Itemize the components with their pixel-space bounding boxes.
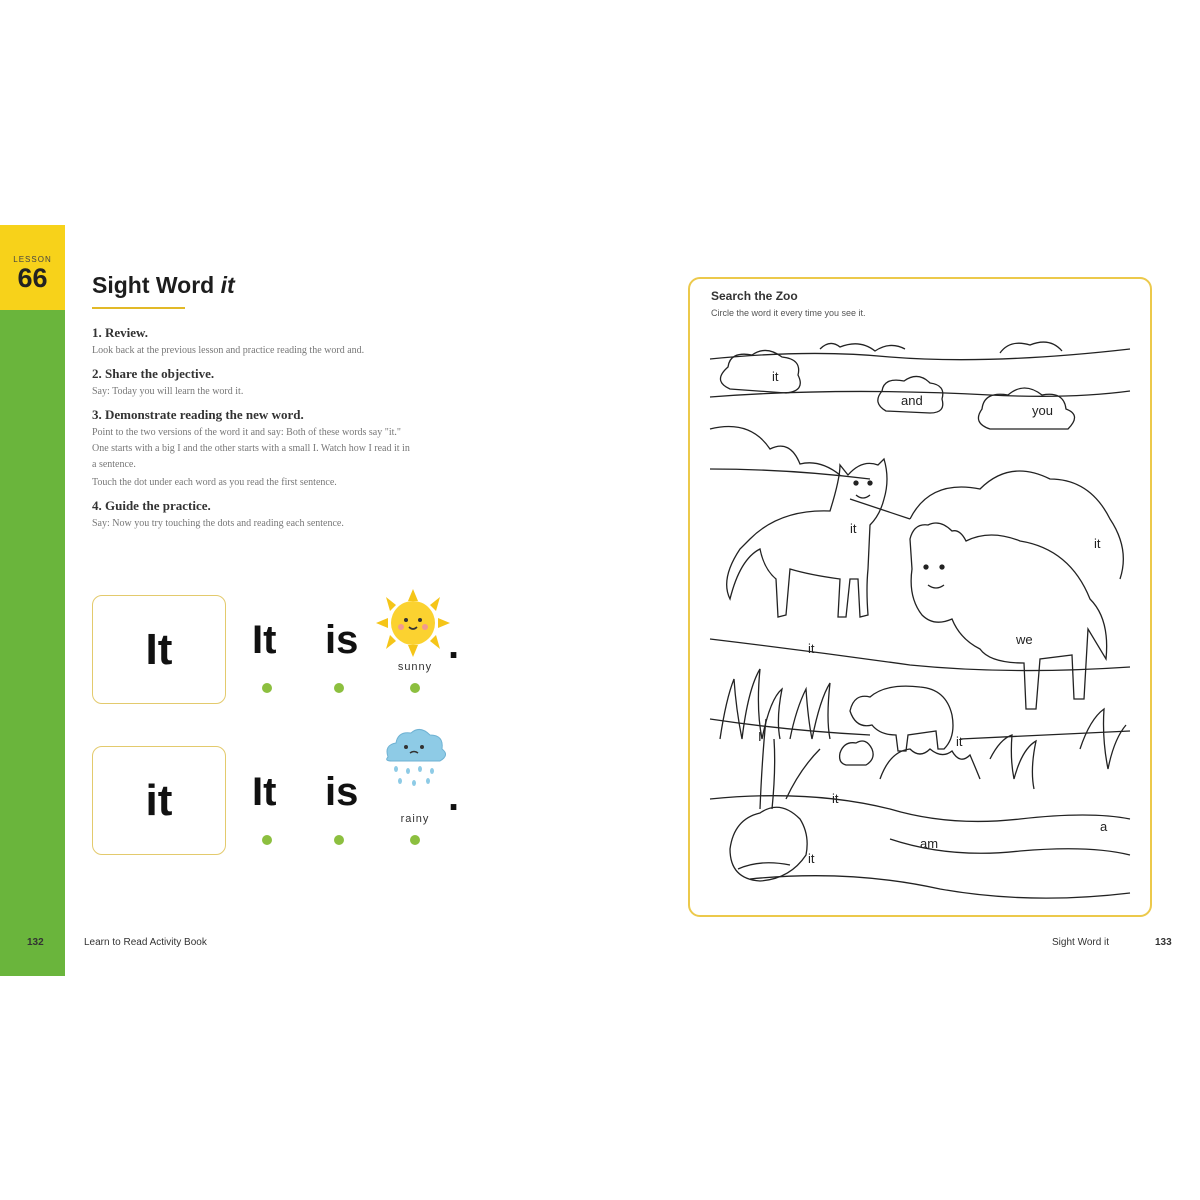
zoo-word: it bbox=[772, 369, 779, 384]
grass-cluster bbox=[990, 735, 1036, 789]
touch-dot[interactable] bbox=[262, 683, 272, 693]
step-body: Say: Now you try touching the dots and reading each sentence. bbox=[92, 518, 344, 529]
step-body-2: Touch the dot under each word as you read the first sentence. bbox=[92, 477, 337, 488]
grass-cluster bbox=[880, 749, 980, 779]
step-heading: 2. Share the objective. bbox=[92, 366, 215, 381]
zoo-coloring-scene bbox=[690, 279, 1150, 915]
picture-label: sunny bbox=[397, 661, 433, 673]
left-margin-strip bbox=[0, 225, 65, 976]
zoo-word: it bbox=[1094, 536, 1101, 551]
rock-outline bbox=[730, 807, 807, 881]
cloud-shape bbox=[978, 388, 1074, 429]
touch-dot[interactable] bbox=[334, 683, 344, 693]
left-running-title: Learn to Read Activity Book bbox=[84, 937, 207, 948]
zoo-word: and bbox=[901, 393, 923, 408]
step-guide bbox=[92, 498, 412, 532]
right-running-title: Sight Word it bbox=[1052, 937, 1110, 948]
grass-cluster bbox=[790, 683, 830, 739]
instruction-steps bbox=[92, 325, 412, 539]
touch-dot[interactable] bbox=[410, 683, 420, 693]
zoo-word: am bbox=[920, 836, 939, 851]
title-underline bbox=[92, 307, 185, 309]
step-body: Look back at the previous lesson and practice reading the word and. bbox=[92, 345, 365, 356]
sentence-word: It bbox=[252, 770, 277, 814]
page-title bbox=[92, 272, 235, 299]
book-spread bbox=[0, 225, 1200, 976]
activity-title: Search the Zoo bbox=[711, 289, 798, 303]
sentence-word: It bbox=[252, 618, 277, 662]
lesson-number: 66 bbox=[17, 263, 48, 293]
lesson-label: LESSON bbox=[13, 255, 52, 264]
sentence-period: . bbox=[448, 775, 460, 819]
lesson-tab bbox=[0, 225, 65, 310]
title-text: Sight Word bbox=[92, 272, 221, 298]
touch-dot[interactable] bbox=[262, 835, 272, 845]
activity-instruction: Circle the word it every time you see it. bbox=[711, 308, 866, 318]
sentence-word: is bbox=[325, 618, 359, 662]
sentence-period: . bbox=[448, 623, 460, 667]
zoo-word: we bbox=[1016, 632, 1033, 647]
zoo-word: a bbox=[1100, 819, 1108, 834]
frog-outline bbox=[840, 741, 874, 765]
step-demonstrate bbox=[92, 407, 412, 491]
zoo-word: it bbox=[832, 791, 839, 806]
step-heading: 4. Guide the practice. bbox=[92, 498, 211, 513]
zoo-word: it bbox=[850, 521, 857, 536]
wolf-outline bbox=[727, 459, 887, 617]
sentence-word: is bbox=[325, 770, 359, 814]
word-card-capital: It bbox=[92, 595, 226, 704]
activity-panel bbox=[688, 277, 1152, 917]
zoo-word: it bbox=[956, 734, 963, 749]
step-body: Point to the two versions of the word it and say: Both of these words say "it." One starts with a big I and the other starts with a small I. Watch how I read it in a sentence. bbox=[92, 427, 410, 470]
left-page-number: 132 bbox=[27, 937, 44, 948]
grass-cluster bbox=[1080, 709, 1126, 769]
zoo-word: it bbox=[808, 641, 815, 656]
right-page-number: 133 bbox=[1155, 937, 1172, 948]
wolf-outline bbox=[910, 523, 1107, 709]
sun-icon bbox=[374, 587, 452, 665]
touch-dot[interactable] bbox=[334, 835, 344, 845]
touch-dot[interactable] bbox=[410, 835, 420, 845]
step-review bbox=[92, 325, 412, 359]
zoo-word: you bbox=[1032, 403, 1053, 418]
step-heading: 3. Demonstrate reading the new word. bbox=[92, 407, 304, 422]
picture-label: rainy bbox=[400, 813, 430, 825]
word-card-lowercase: it bbox=[92, 746, 226, 855]
zoo-word: I bbox=[758, 729, 762, 744]
title-word: it bbox=[220, 272, 235, 298]
rain-cloud-icon bbox=[378, 723, 452, 797]
river-bank bbox=[750, 876, 1130, 898]
zoo-word: it bbox=[808, 851, 815, 866]
grass-cluster bbox=[720, 669, 782, 739]
step-objective bbox=[92, 366, 412, 400]
step-heading: 1. Review. bbox=[92, 325, 148, 340]
step-body: Say: Today you will learn the word it. bbox=[92, 386, 244, 397]
